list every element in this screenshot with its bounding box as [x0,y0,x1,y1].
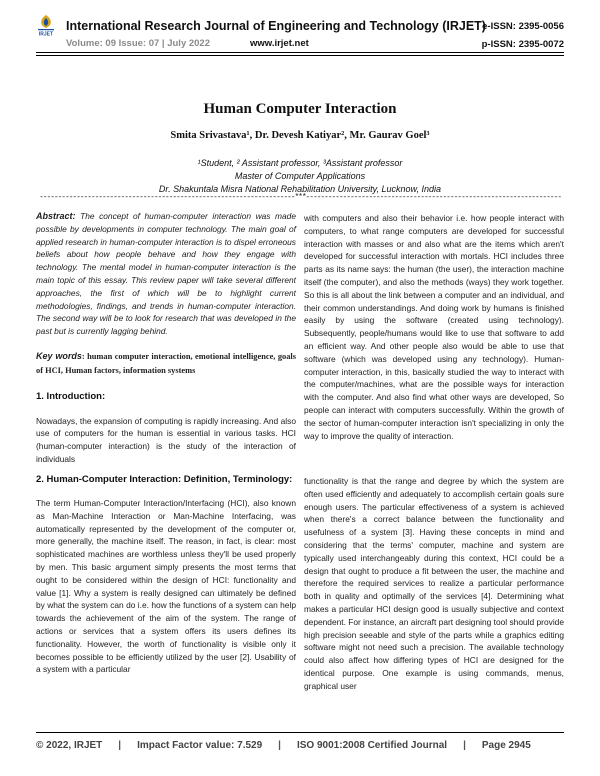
p-issn: p-ISSN: 2395-0072 [481,39,564,50]
affiliation-roles: ¹Student, ² Assistant professor, ³Assistant professor [197,158,403,168]
page-footer [36,740,564,751]
logo-text: IRJET [38,31,54,36]
footer-copyright: © 2022, IRJET [36,740,103,751]
keywords [36,350,296,378]
footer-divider: | [118,740,122,751]
right-column-top [304,212,564,442]
affiliation-university: Dr. Shakuntala Misra National Rehabilitation University, Lucknow, India [158,184,442,194]
header-rule-thin [36,55,564,56]
abstract-text: The concept of human-computer interaction was made possible by developments in computer technology. The main goal of applied research in human-computer interaction is to dispel erroneous beliefs about how people behave and how they engage with technology. The mental model in human-computer interaction is the main topic of this essay. This review paper will take several different approaches, the first of which will be to highlight current methodologies, findings, and trends in human-computer interaction. The second way will be to look for research that was developed in the past but is currently lagging behind. [36,211,296,337]
left-column-bottom [36,473,296,676]
left-column-top [36,210,296,466]
intro-continued-text: with computers and also their behavior i.e. how people interact with computers, to what range computers are developed for successful interaction with masses or and also what are the items which aren't developed for successful interaction with mortals. HCI includes three parts as its name says: the human (the user), the interaction machine itself (the computer), and also the methods (ways) they work together. So this is all about the link between a computer and an individual, and their common understandings. And doing work by humans is finished easily by using the software (created using technology). Subsequently, people/humans would like to use that software to add an efficient way. And other people also would be able to use that software (which was developed using any technology). Human-computer interaction, in this, basically studied the way to interact with the computer/machines, what are the possible ways for interaction with the computer. And also find what other ways are developed, So people can interact with computers successfully. Within the growth of the sector of human-computer interaction isn't specializing in only the way to improve the quality of interaction. [304,213,564,441]
footer-impact-factor: Impact Factor value: 7.529 [137,740,263,751]
abstract-label: Abstract: [36,211,76,221]
section-2-continued-text: functionality is that the range and degree by which the system are often used efficiently and adequately to accomplish certain goals sure enough users. The particular effectiveness of a system is achieved when there's a correct balance between the functionality and usefulness of a system [3]. Having these concepts in mind and considering that the terms' computer, machine and system are typically used interchangeably during this context, HCI could be a design that ought to produce a fit between the user, the machine and therefore the required services to realize a particular performance both in quality and optimally of the services [4]. Determining what makes a particular HCI design good is usually subjective and context dependent. For instance, an aircraft part designing tool should provide high precision seeable and style of the parts while a graphics editing software might not need such a precision. The available technology could also affect how differing types of HCI are designed for the identical purpose. One example is using commands, menus, graphical user [304,476,564,691]
footer-rule [36,732,564,733]
paper-title: Human Computer Interaction [203,101,397,117]
e-issn: e-ISSN: 2395-0056 [482,21,564,32]
author-list: Smita Srivastava¹, Dr. Devesh Katiyar², Mr. Gaurav Goel³ [170,130,430,141]
keywords-text: : human computer interaction, emotional intelligence, goals of HCI, Human factors, information systems [36,351,296,375]
footer-divider: | [278,740,281,751]
right-column-bottom [304,475,564,693]
section-1-text: Nowadays, the expansion of computing is rapidly increasing. And also use of computers for the human is essential in various tasks. HCI (human-computer interaction) is the study of the interaction of individuals [36,415,296,464]
section-1-heading: 1. Introduction: [36,390,106,402]
footer-iso: ISO 9001:2008 Certified Journal [296,740,448,751]
journal-website[interactable]: www.irjet.net [250,38,309,49]
section-separator: ---------------------------------------------------------------------***--------------------------------------------------------------------- [39,193,561,202]
abstract [36,210,296,338]
section-2-heading: 2. Human-Computer Interaction: Definition, Terminology: [36,474,293,485]
irjet-logo [36,14,56,36]
keywords-label: Key words [36,350,82,361]
volume-issue: Volume: 09 Issue: 07 | July 2022 [66,38,210,49]
section-2-text: The term Human-Computer Interaction/Interfacing (HCI), also known as Man-Machine Interaction or Man-Machine Interfacing, was automatically represented by the development of the computer or, more generally, the machine itself. The reason, in fact, is clear: most sophisticated machines are worthless unless they'll be used properly by men. This basic argument simply presents the most terms that ought to be considered within the design of HCI: functionality and value [1]. Why a system is really designed can ultimately be defined by what the system can do i.e. how the functions of a system can help towards the achievement of the aim of the system. The range of actions or services that a system offers its users defines its functionality. However, the worth of functionality is visible only it becomes possible to be efficiently utilized by the user [2]. Usability of a system with a particular [36,498,296,675]
affiliation-program: Master of Computer Applications [234,171,366,181]
header-rule [36,52,564,53]
journal-title: International Research Journal of Engineering and Technology (IRJET) [66,19,486,33]
footer-page-number: Page 2945 [481,740,531,751]
footer-divider: | [463,740,466,751]
